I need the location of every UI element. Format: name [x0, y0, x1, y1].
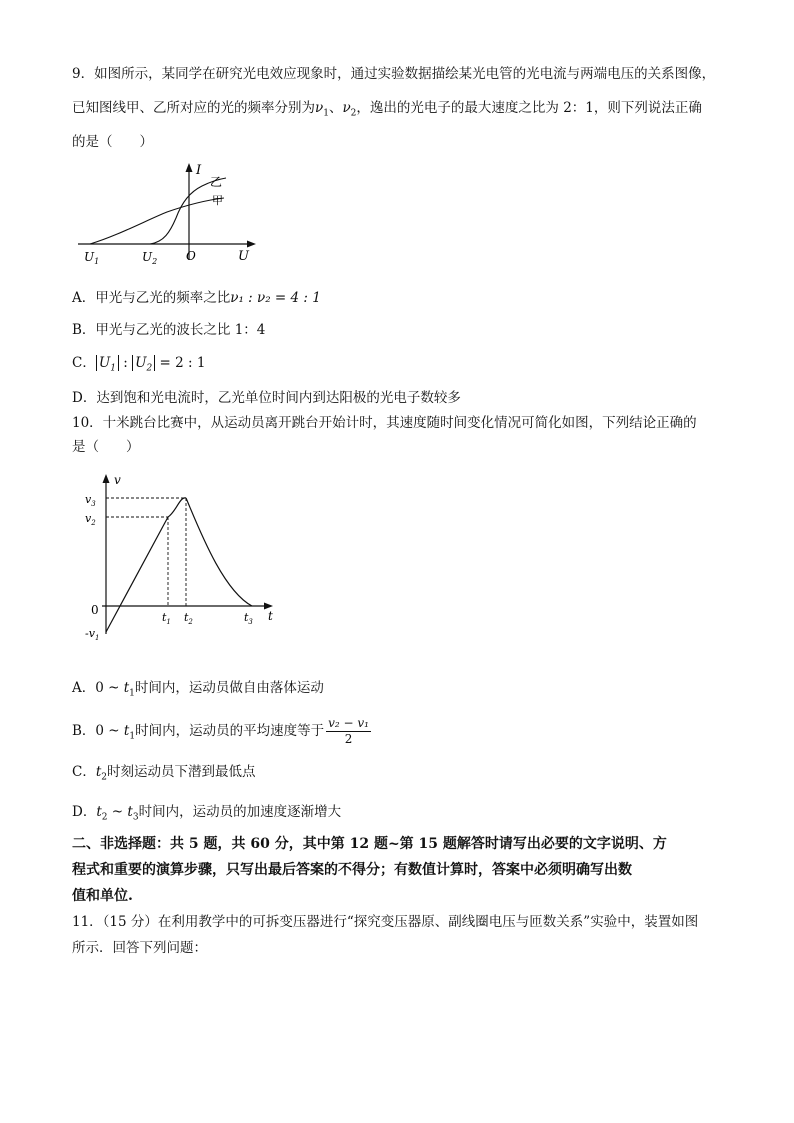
q10-velocity-graph: [72, 466, 292, 646]
nu2-sub: 2: [350, 108, 357, 119]
q10-velocity-peak: [168, 498, 186, 517]
q10-y-arrow: [103, 474, 110, 483]
q10-option-a-text: 时间内，运动员做自由落体运动: [134, 680, 324, 696]
q10-option-c-prefix: C．: [72, 764, 96, 780]
t-symbol: t: [95, 764, 102, 780]
q9-option-a-math: ν₁ : ν₂ = 4 : 1: [230, 290, 321, 306]
section2-heading-line3: 值和单位.: [72, 888, 133, 904]
q10-option-b-prefix: B．0 ~: [72, 723, 124, 739]
q10-option-d-range: ~: [107, 804, 128, 820]
q10-stem-line1: 10．十米跳台比赛中，从运动员离开跳台开始计时，其速度随时间变化情况可简化如图，下列结论正确的: [72, 415, 697, 431]
q9-option-d[interactable]: D．达到饱和光电流时，乙光单位时间内到达阳极的光电子数较多: [72, 390, 461, 406]
q10-option-c[interactable]: [72, 762, 256, 788]
fraction-denominator: 2: [344, 732, 353, 746]
q10-velocity-line: [106, 517, 168, 632]
q10-option-b[interactable]: [72, 714, 371, 754]
q10-v3-label: $v_3$: [85, 493, 96, 508]
q10-t2-label: $t_2$: [184, 611, 193, 626]
q10-option-b-text: 时间内，运动员的平均速度等于: [135, 723, 325, 739]
q10-stem-line2: 是（ ）: [72, 439, 140, 455]
q9-stem-line2: [72, 98, 702, 124]
q10-option-d[interactable]: [72, 802, 341, 828]
q10-origin-label: 0: [91, 603, 99, 617]
q9-origin-label: O: [186, 249, 196, 263]
q10-v2-label: $v_2$: [85, 512, 96, 527]
q9-y-arrow: [186, 163, 193, 172]
q9-option-b[interactable]: B．甲光与乙光的波长之比 1：4: [72, 322, 266, 338]
q10-y-label: v: [114, 473, 121, 487]
q10-option-a[interactable]: [72, 678, 324, 704]
q9-stem-line3: 的是（ ）: [72, 134, 153, 150]
q9-photocurrent-graph: [72, 160, 262, 270]
section2-heading-line1: 二、非选择题：共 5 题，共 60 分，其中第 12 题~第 15 题解答时请写出必要的文字说明、方: [72, 836, 667, 852]
q9-x-label: U: [238, 249, 249, 264]
q11-stem-line2: 所示．回答下列问题：: [72, 940, 207, 956]
q9-y-label: I: [196, 163, 202, 178]
q9-u1-label: $U_1$: [84, 250, 100, 266]
q9-option-a-text: A．甲光与乙光的频率之比: [72, 290, 231, 306]
q10-velocity-decay: [186, 498, 252, 606]
t-sub: 1: [129, 731, 136, 742]
t-symbol: t: [127, 804, 133, 820]
q9-option-c-rest: = 2 : 1: [159, 355, 206, 371]
t-sub: 2: [101, 772, 108, 783]
t-symbol: t: [96, 804, 102, 820]
q9-curve-yi-label: 乙: [210, 175, 223, 189]
nu1-sub: 1: [323, 108, 329, 119]
q10-option-b-fraction: [326, 716, 371, 747]
q9-stem-text: 已知图线甲、乙所对应的光的频率分别为: [72, 100, 315, 116]
q9-option-a[interactable]: [72, 288, 321, 308]
nu1: ν: [315, 100, 324, 116]
q9-x-arrow: [247, 241, 256, 248]
q10-x-label: t: [268, 609, 273, 623]
q9-curve-jia: [90, 198, 224, 244]
q10-option-d-prefix: D．: [72, 804, 97, 820]
t-symbol: t: [123, 723, 130, 739]
q10-option-d-text: 时间内，运动员的加速度逐渐增大: [138, 804, 342, 820]
sep: 、: [328, 100, 343, 116]
t-sub: 3: [132, 812, 139, 823]
q10-t3-label: $t_3$: [244, 611, 253, 626]
q9-curve-jia-label: 甲: [212, 194, 223, 207]
q9-option-c[interactable]: C． $U_1$ : $U_2 = 2$ : 1: [72, 355, 206, 374]
nu2: ν: [342, 100, 351, 116]
t-sub: 2: [101, 812, 108, 823]
q11-stem-line1: 11．（15 分）在利用教学中的可拆变压器进行“探究变压器原、副线圈电压与匝数关系”实验中，装置如图: [72, 914, 699, 930]
fraction-numerator: v₂ − v₁: [328, 716, 369, 730]
section2-heading-line2: 程式和重要的演算步骤，只写出最后答案的不得分；有数值计算时，答案中必须明确写出数: [72, 862, 632, 878]
q10-neg-v1-label: $-v_1$: [85, 627, 100, 642]
abs-u2: $U_2$: [132, 355, 155, 371]
q10-t1-label: $t_1$: [162, 611, 171, 626]
t-symbol: t: [123, 680, 130, 696]
abs-u1: $U_1$: [96, 355, 119, 371]
q9-u2-label: $U_2$: [142, 250, 158, 266]
q9-stem-text-2: ，逸出的光电子的最大速度之比为 2：1，则下列说法正确: [356, 100, 702, 116]
q10-option-a-prefix: A．0 ~: [72, 680, 124, 696]
t-sub: 1: [129, 688, 135, 699]
q9-option-c-prefix: C．: [72, 355, 96, 371]
q10-option-c-text: 时刻运动员下潜到最低点: [107, 764, 256, 780]
q9-stem-line1: 9．如图所示，某同学在研究光电效应现象时，通过实验数据描绘某光电管的光电流与两端电压的关系图像，: [72, 66, 716, 82]
